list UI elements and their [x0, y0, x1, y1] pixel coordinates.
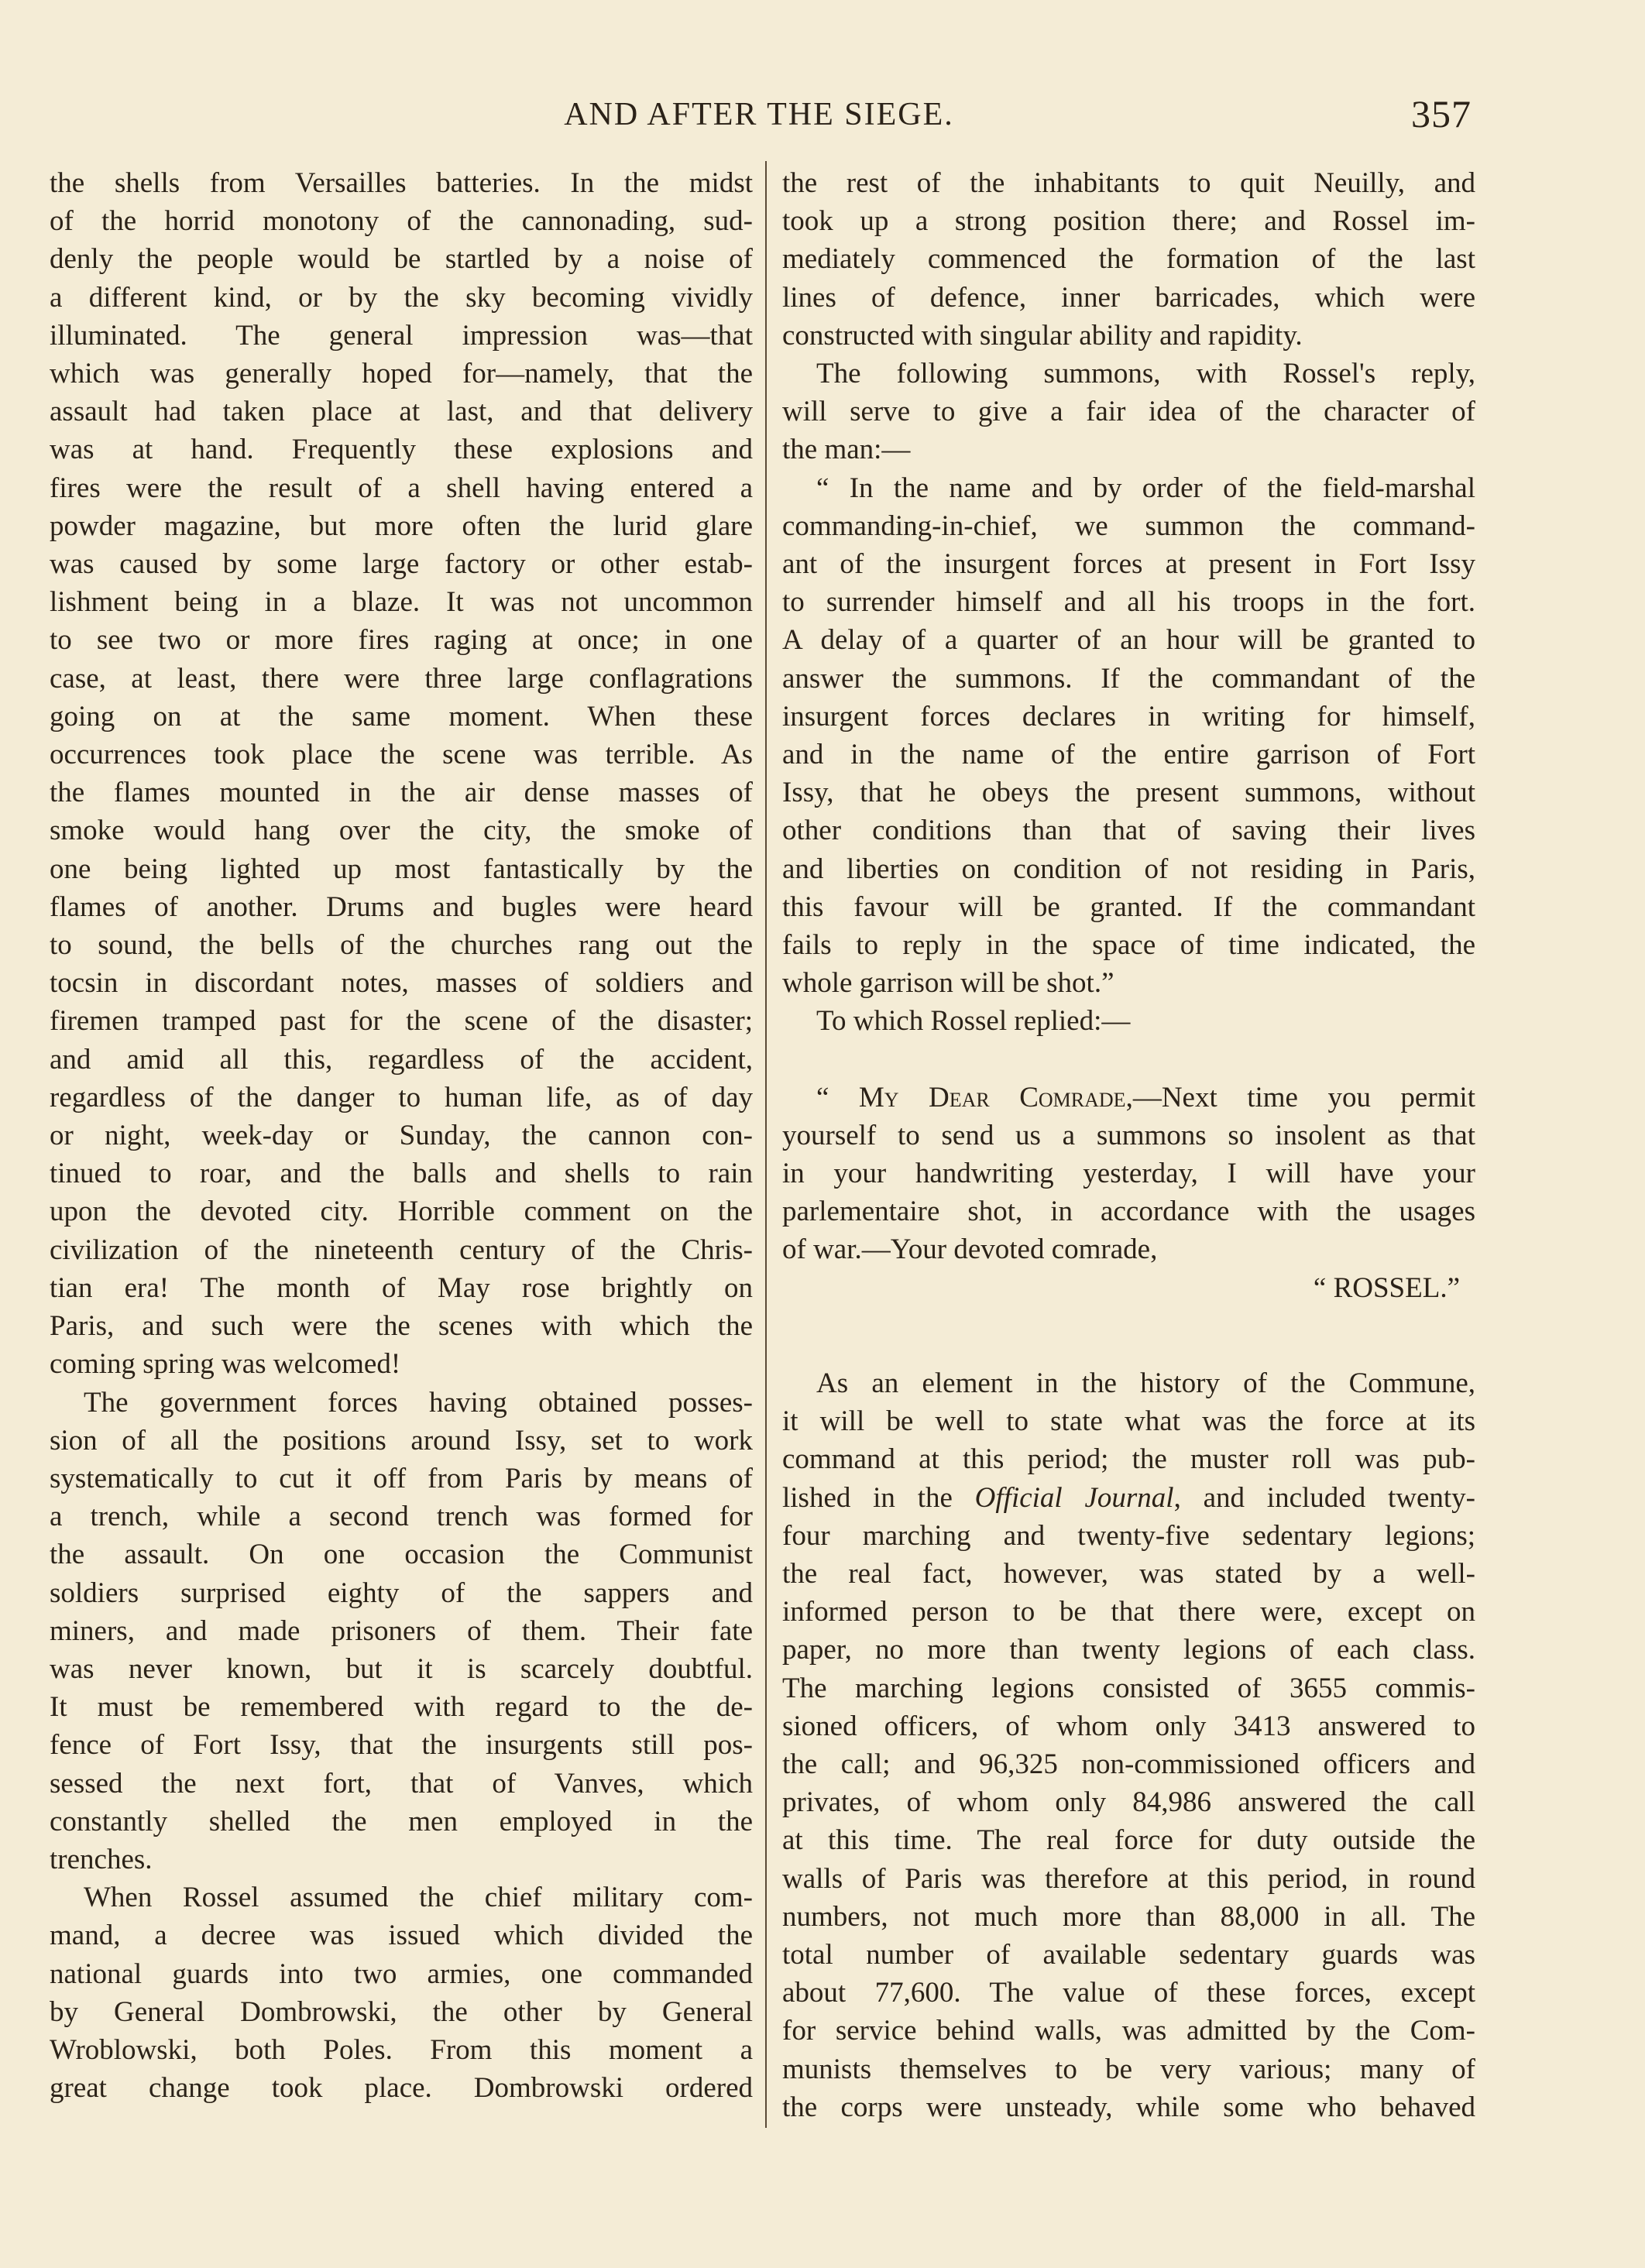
text-line: denly the people would be startled by a noise of — [50, 243, 753, 276]
column-divider — [765, 161, 767, 2128]
reply-line: in your handwriting yesterday, I will have your — [782, 1158, 1475, 1190]
summons-line: fails to reply in the space of time indicated, the — [782, 929, 1475, 962]
text-line: took up a strong position there; and Rossel im- — [782, 205, 1475, 238]
reply-salutation: “ My Dear Comrade, — [816, 1081, 1133, 1113]
text-line: numbers, not much more than 88,000 in all. The — [782, 1900, 1475, 1933]
text-line: the call; and 96,325 non-commissioned officers and — [782, 1748, 1475, 1780]
text-line: constantly shelled the men employed in the — [50, 1805, 753, 1837]
text-line: tian era! The month of May rose brightly on — [50, 1271, 753, 1304]
text-line: to sound, the bells of the churches rang out the — [50, 929, 753, 962]
text-line: regardless of the danger to human life, as of day — [50, 1081, 753, 1113]
summons-line: and in the name of the entire garrison of Fort — [782, 739, 1475, 771]
text-line: lishment being in a blaze. It was not uncommon — [50, 586, 753, 619]
summons-line: insurgent forces declares in writing for himself, — [782, 700, 1475, 733]
text-line: lines of defence, inner barricades, which were — [782, 281, 1475, 314]
text-line: by General Dombrowski, the other by General — [50, 1995, 753, 2028]
text-line: the man:— — [782, 434, 911, 466]
text-line: assault had taken place at last, and that delivery — [50, 396, 753, 428]
text-line: systematically to cut it off from Paris by means of — [50, 1462, 753, 1494]
text-line: was at hand. Frequently these explosions and — [50, 434, 753, 466]
text-line: the assault. On one occasion the Communist — [50, 1539, 753, 1571]
text-line: When Rossel assumed the chief military com- — [84, 1882, 753, 1914]
text-fragment: lished in the — [782, 1481, 975, 1514]
text-line: four marching and twenty-five sedentary legions; — [782, 1519, 1475, 1552]
text-line: at this time. The real force for duty outside the — [782, 1824, 1475, 1857]
text-line: a different kind, or by the sky becoming vividly — [50, 281, 753, 314]
text-line: illuminated. The general impression was—that — [50, 319, 753, 352]
text-line: which was generally hoped for—namely, that the — [50, 358, 753, 390]
text-line: paper, no more than twenty legions of each class. — [782, 1634, 1475, 1666]
reply-line: of war.—Your devoted comrade, — [782, 1234, 1158, 1266]
text-line: It must be remembered with regard to the de- — [50, 1691, 753, 1724]
summons-line: Issy, that he obeys the present summons, without — [782, 777, 1475, 809]
summons-line: and liberties on condition of not residing in Paris, — [782, 853, 1475, 885]
text-line: Paris, and such were the scenes with which the — [50, 1310, 753, 1343]
text-line: national guards into two armies, one commanded — [50, 1957, 753, 1990]
text-line: it will be well to state what was the force at its — [782, 1405, 1475, 1438]
text-line: will serve to give a fair idea of the character of — [782, 396, 1475, 428]
text-line: The government forces having obtained posses- — [84, 1386, 753, 1419]
text-line: total number of available sedentary guards was — [782, 1938, 1475, 1971]
text-line: fence of Fort Issy, that the insurgents still pos- — [50, 1729, 753, 1762]
text-line: mand, a decree was issued which divided the — [50, 1920, 753, 1952]
text-line: to see two or more fires raging at once; in one — [50, 624, 753, 657]
running-title: AND AFTER THE SIEGE. — [564, 97, 954, 132]
text-line: civilization of the nineteenth century of the Chris- — [50, 1234, 753, 1266]
text-line: for service behind walls, was admitted by the Com- — [782, 2015, 1475, 2047]
text-line: miners, and made prisoners of them. Their fate — [50, 1614, 753, 1647]
reply-line: yourself to send us a summons so insolent as that — [782, 1119, 1475, 1151]
text-line — [782, 1479, 1475, 1517]
text-line: the corps were unsteady, while some who behaved — [782, 2091, 1475, 2123]
text-line: upon the devoted city. Horrible comment on the — [50, 1196, 753, 1228]
spacer — [782, 1307, 1475, 1364]
text-line: case, at least, there were three large conflagrations — [50, 662, 753, 695]
text-line: occurrences took place the scene was terrible. As — [50, 739, 753, 771]
text-line: tinued to roar, and the balls and shells to rain — [50, 1158, 753, 1190]
text-line: about 77,600. The value of these forces, except — [782, 1977, 1475, 2009]
summons-line: ant of the insurgent forces at present in Fort Issy — [782, 548, 1475, 581]
text-line: or night, week-day or Sunday, the cannon con- — [50, 1120, 753, 1152]
text-line: privates, of whom only 84,986 answered the call — [782, 1786, 1475, 1819]
summons-line: commanding-in-chief, we summon the command- — [782, 510, 1475, 542]
text-fragment: , and included twenty- — [1173, 1481, 1475, 1514]
summons-line: this favour will be granted. If the commandant — [782, 890, 1475, 923]
signature: “ ROSSEL.” — [1313, 1271, 1460, 1304]
text-line: mediately commenced the formation of the last — [782, 243, 1475, 276]
text-line: The marching legions consisted of 3655 commis- — [782, 1672, 1475, 1704]
reply-line — [782, 1079, 1475, 1117]
text-line: fires were the result of a shell having entered a — [50, 472, 753, 504]
spacer — [782, 1041, 1475, 1079]
text-line: powder magazine, but more often the lurid glare — [50, 510, 753, 542]
text-line: constructed with singular ability and rapidity. — [782, 319, 1303, 352]
text-line: tocsin in discordant notes, masses of soldiers and — [50, 967, 753, 1000]
right-column — [782, 164, 1475, 2126]
text-line: command at this period; the muster roll was pub- — [782, 1443, 1475, 1476]
summons-line: whole garrison will be shot.” — [782, 967, 1114, 1000]
summons-line: A delay of a quarter of an hour will be granted to — [782, 624, 1475, 657]
text-line: sioned officers, of whom only 3413 answered to — [782, 1710, 1475, 1742]
text-line: a trench, while a second trench was formed for — [50, 1501, 753, 1533]
page-number: 357 — [1411, 92, 1472, 136]
text-line: the real fact, however, was stated by a well- — [782, 1557, 1475, 1590]
journal-title: Official Journal — [974, 1481, 1174, 1514]
page-header — [46, 91, 1472, 138]
text-line: the rest of the inhabitants to quit Neuilly, and — [782, 167, 1475, 199]
text-line: firemen tramped past for the scene of the disaster; — [50, 1005, 753, 1038]
summons-line: “ In the name and by order of the field-marshal — [816, 472, 1475, 504]
summons-line: answer the summons. If the commandant of the — [782, 662, 1475, 695]
left-column — [50, 164, 753, 2107]
text-line: munists themselves to be very various; many of — [782, 2053, 1475, 2085]
text-line: informed person to be that there were, except on — [782, 1596, 1475, 1628]
text-line: The following summons, with Rossel's reply, — [816, 358, 1475, 390]
text-line: great change took place. Dombrowski ordered — [50, 2072, 753, 2105]
text-line: flames of another. Drums and bugles were heard — [50, 890, 753, 923]
text-line: sion of all the positions around Issy, set to work — [50, 1424, 753, 1457]
summons-line: to surrender himself and all his troops in the fort. — [782, 586, 1475, 619]
text-line: of the horrid monotony of the cannonading, sud- — [50, 205, 753, 238]
reply-first-rest: —Next time you permit — [1132, 1081, 1475, 1113]
text-line: smoke would hang over the city, the smoke of — [50, 815, 753, 847]
text-line: the shells from Versailles batteries. In the midst — [50, 167, 753, 199]
text-line: soldiers surprised eighty of the sappers and — [50, 1577, 753, 1609]
text-line: Wroblowski, both Poles. From this moment a — [50, 2033, 753, 2066]
text-line: trenches. — [50, 1843, 153, 1875]
text-line: one being lighted up most fantastically by the — [50, 853, 753, 885]
reply-line: parlementaire shot, in accordance with the usages — [782, 1196, 1475, 1228]
text-line: going on at the same moment. When these — [50, 700, 753, 733]
text-line: was caused by some large factory or other estab- — [50, 548, 753, 581]
text-line: coming spring was welcomed! — [50, 1348, 401, 1381]
reply-intro: To which Rossel replied:— — [816, 1005, 1131, 1038]
text-line: As an element in the history of the Commune, — [816, 1367, 1475, 1399]
text-line: walls of Paris was therefore at this period, in round — [782, 1862, 1475, 1895]
text-line: sessed the next fort, that of Vanves, which — [50, 1767, 753, 1800]
text-line: was never known, but it is scarcely doubtful. — [50, 1652, 753, 1685]
text-line: and amid all this, regardless of the accident, — [50, 1043, 753, 1076]
text-line: the flames mounted in the air dense masses of — [50, 777, 753, 809]
summons-line: other conditions than that of saving their lives — [782, 815, 1475, 847]
